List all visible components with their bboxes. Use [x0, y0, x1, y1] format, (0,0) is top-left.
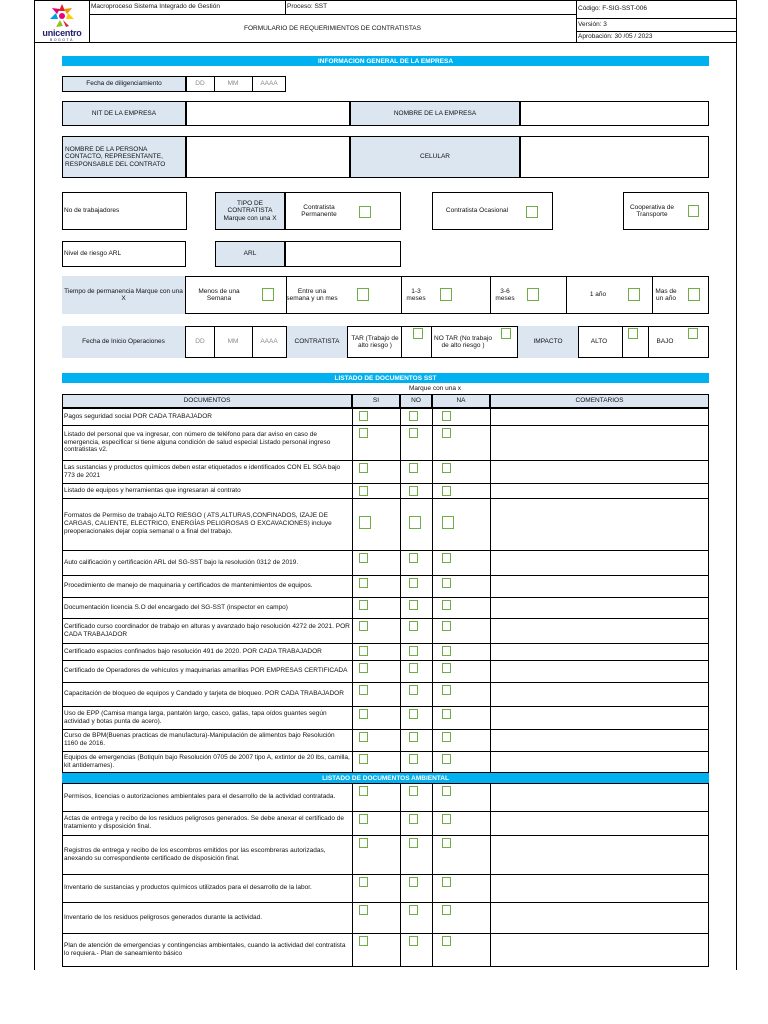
amb-no-checkbox[interactable]: [409, 786, 418, 796]
meses-3-6-checkbox[interactable]: [527, 288, 539, 301]
sst-si-checkbox[interactable]: [359, 685, 368, 695]
permanente-label: Contratista Permanente: [301, 203, 337, 218]
amb-na-checkbox[interactable]: [442, 786, 451, 796]
sst-na-checkbox[interactable]: [442, 516, 454, 529]
sst-si-checkbox[interactable]: [359, 709, 368, 719]
sst-si-checkbox[interactable]: [359, 663, 368, 673]
sst-si-checkbox[interactable]: [359, 516, 371, 529]
amb-document-text: Registros de entrega y recibo de los escombros emitidos por las escombreras autorizadas, anexando su correspondiente certificado de disposición final.: [64, 846, 326, 862]
sst-comment-cell[interactable]: [491, 707, 708, 729]
fecha-dd: DD: [195, 80, 205, 88]
sst-subtitle: Marque con una x: [408, 384, 462, 392]
sst-document-text: Certificado curso coordinador de trabajo en alturas y avanzado bajo resolución 4272 de 2021. POR CADA TRABAJADOR: [64, 622, 350, 638]
sst-no-checkbox[interactable]: [409, 578, 418, 588]
amb-si-checkbox[interactable]: [359, 838, 368, 848]
sst-no-checkbox[interactable]: [409, 486, 418, 496]
fecha-mm: MM: [227, 80, 239, 88]
contratista-label: CONTRATISTA: [286, 326, 348, 358]
meses-1-3-label: 1-3 meses: [406, 287, 426, 302]
macroprocess-label: Macroproceso Sistema Integrado de Gestión: [91, 3, 220, 11]
sst-no-checkbox[interactable]: [409, 754, 418, 764]
amb-document-text: Permisos, licencias o autorizaciones ambientales para el desarrollo de la actividad contratada.: [64, 793, 336, 801]
sst-document-text: Capacitación de bloqueo de equipos y Candado y tarjeta de bloqueo. POR CADA TRABAJADOR: [64, 690, 344, 698]
celular-input[interactable]: [520, 136, 709, 178]
sst-comment-cell[interactable]: [491, 576, 708, 597]
sst-document-text: Curso de BPM(Buenas practicas de manufactura)-Manipulación de alimentos bajo Resolución 1160 de 2016.: [64, 732, 335, 747]
un-ano-checkbox[interactable]: [628, 288, 640, 301]
amb-no-checkbox[interactable]: [409, 936, 418, 946]
mas-ano-label: Mas de un año: [655, 287, 677, 302]
un-ano-label: 1 año: [589, 291, 607, 299]
sst-comment-cell[interactable]: [491, 730, 708, 751]
ocasional-checkbox[interactable]: [526, 206, 538, 218]
sst-na-checkbox[interactable]: [442, 646, 451, 656]
col-comentarios: COMENTARIOS: [490, 394, 709, 408]
sst-comment-cell[interactable]: [491, 644, 708, 660]
sst-si-checkbox[interactable]: [359, 486, 368, 496]
fecha-aaaa: AAAA: [260, 80, 278, 88]
doc-code: Código: F-SIG-SST-006: [578, 5, 647, 13]
sst-si-checkbox[interactable]: [359, 732, 368, 742]
tar-checkbox[interactable]: [413, 328, 423, 339]
col-si: SI: [352, 394, 400, 408]
sst-comment-cell[interactable]: [491, 484, 708, 498]
sst-si-checkbox[interactable]: [359, 600, 368, 610]
sst-document-text: Auto calificación y certificación ARL del SG-SST bajo la resolución 0312 de 2019.: [64, 558, 299, 566]
sst-no-checkbox[interactable]: [409, 463, 418, 473]
section-sst-title: LISTADO DE DOCUMENTOS SST: [62, 373, 709, 383]
meses-3-6-label: 3-6 meses: [495, 287, 515, 302]
celular-label: CELULAR: [350, 136, 520, 178]
menos-semana-label: Menos de una Semana: [198, 287, 240, 302]
unicentro-logo: [36, 2, 88, 42]
amb-na-checkbox[interactable]: [442, 877, 451, 887]
sst-document-text: Pagos seguridad social POR CADA TRABAJADOR: [64, 412, 212, 420]
impacto-label: IMPACTO: [517, 326, 579, 358]
ocasional-label: Contratista Ocasional: [445, 207, 509, 215]
inicio-dd[interactable]: DD: [195, 338, 205, 346]
sst-no-checkbox[interactable]: [409, 411, 418, 421]
amb-comment-cell[interactable]: [491, 875, 708, 902]
cooperativa-label: Cooperativa de Transporte: [629, 203, 675, 218]
logo-mark-icon: [36, 2, 88, 30]
sst-comment-cell[interactable]: [491, 409, 708, 425]
sst-comment-cell[interactable]: [491, 619, 708, 643]
sst-document-text: Documentación licencia S.O del encargado del SG-SST (inspector en campo): [64, 603, 288, 611]
permanente-checkbox[interactable]: [359, 206, 371, 218]
sst-document-text: Certificado espacios confinados bajo resolución 491 de 2020. POR CADA TRABAJADOR: [64, 647, 322, 655]
amb-no-checkbox[interactable]: [409, 838, 418, 848]
amb-comment-cell[interactable]: [491, 784, 708, 811]
riesgo-label: Nivel de riesgo ARL: [64, 250, 122, 258]
sst-si-checkbox[interactable]: [359, 553, 368, 563]
trabajadores-label: No de trabajadores: [64, 207, 120, 215]
sst-document-text: Formatos de Permiso de trabajo ALTO RIESGO ( ATS,ALTURAS,CONFINADOS, IZAJE DE CARGAS, CALIENTE, ELECTRICO, ENERGÍAS PELIGROSAS O EXCAVACIONES) incluye preoperacionales dejar copia semanal o a final del trabajo.: [64, 512, 332, 535]
inicio-label: Fecha de Inicio Operaciones: [62, 326, 186, 358]
bajo-checkbox[interactable]: [688, 328, 698, 339]
mas-ano-checkbox[interactable]: [688, 288, 700, 301]
sst-document-text: Procedimiento de manejo de maquinaria y certificados de mantenimientos de equipos.: [64, 582, 313, 590]
logo-subtext: BOGOTÁ: [50, 38, 74, 42]
sst-na-checkbox[interactable]: [442, 709, 451, 719]
sst-na-checkbox[interactable]: [442, 463, 451, 473]
sst-no-checkbox[interactable]: [409, 428, 418, 438]
sst-comment-cell[interactable]: [491, 683, 708, 706]
nombre-empresa-label: NOMBRE DE LA EMPRESA: [350, 101, 520, 126]
permanencia-label: Tiempo de permanencia Marque con una X: [62, 276, 186, 314]
amb-document-text: Plan de atención de emergencias y contingencias ambientales, cuando la actividad del contratista lo requiera.- Plan de saneamiento básico: [64, 942, 346, 957]
sst-si-checkbox[interactable]: [359, 621, 368, 631]
sst-document-text: Listado del personal que va ingresar, con número de teléfono para dar aviso en caso de emergencia, especificar si tiene alguna condición de salud especial Listado personal ingreso contratistas v2.: [64, 430, 331, 454]
sst-comment-cell[interactable]: [491, 499, 708, 550]
sst-na-checkbox[interactable]: [442, 600, 451, 610]
amb-na-checkbox[interactable]: [442, 838, 451, 848]
amb-si-checkbox[interactable]: [359, 877, 368, 887]
amb-no-checkbox[interactable]: [409, 877, 418, 887]
contacto-input[interactable]: [186, 136, 350, 178]
amb-na-checkbox[interactable]: [442, 814, 451, 824]
menos-semana-checkbox[interactable]: [262, 288, 274, 301]
tar-label: TAR (Trabajo de alto riesgo ): [351, 334, 399, 349]
amb-document-text: Actas de entrega y recibo de los residuos peligrosos generados. Se debe anexar el certificado de tratamiento y disposición final.: [64, 815, 345, 830]
sst-document-text: Listado de equipos y herramientas que ingresaran al contrato: [64, 486, 241, 494]
sst-comment-cell[interactable]: [491, 461, 708, 483]
sst-no-checkbox[interactable]: [409, 732, 418, 742]
section-amb-title: LISTADO DE DOCUMENTOS AMBIENTAL: [62, 773, 709, 783]
amb-si-checkbox[interactable]: [359, 905, 368, 915]
amb-si-checkbox[interactable]: [359, 814, 368, 824]
doc-approval: Aprobación: 30 /05 / 2023: [578, 33, 653, 41]
sst-comment-cell[interactable]: [491, 752, 708, 773]
sst-na-checkbox[interactable]: [442, 578, 451, 588]
arl-input[interactable]: [285, 241, 401, 267]
sst-na-checkbox[interactable]: [442, 685, 451, 695]
tipo-label: TIPO DE CONTRATISTA Marque con una X: [215, 192, 285, 230]
col-documentos: DOCUMENTOS: [62, 394, 352, 408]
alto-label: ALTO: [590, 338, 608, 346]
inicio-aaaa[interactable]: AAAA: [260, 338, 278, 346]
sst-no-checkbox[interactable]: [409, 646, 418, 656]
amb-comment-cell[interactable]: [491, 934, 708, 967]
sst-na-checkbox[interactable]: [442, 411, 451, 421]
form-title: FORMULARIO DE REQUERIMIENTOS DE CONTRATISTAS: [244, 24, 421, 32]
sst-na-checkbox[interactable]: [442, 621, 451, 631]
fecha-label: Fecha de diligenciamiento: [62, 76, 186, 92]
sst-no-checkbox[interactable]: [409, 663, 418, 673]
amb-document-text: Inventario de los residuos peligrosos generados durante la actividad.: [64, 913, 263, 921]
amb-comment-cell[interactable]: [491, 903, 708, 933]
amb-si-checkbox[interactable]: [359, 936, 368, 946]
sst-na-checkbox[interactable]: [442, 486, 451, 496]
sst-document-text: Equipos de emergencias (Botiquín bajo Resolución 0705 de 2007 tipo A, extintor de 20 lbs, camilla, kit antiderrames).: [64, 754, 350, 769]
no-tar-checkbox[interactable]: [501, 328, 511, 339]
sst-si-checkbox[interactable]: [359, 463, 368, 473]
sst-no-checkbox[interactable]: [409, 709, 418, 719]
bajo-label: BAJO: [656, 338, 674, 346]
sst-si-checkbox[interactable]: [359, 578, 368, 588]
doc-version: Versión: 3: [578, 20, 607, 28]
sst-na-checkbox[interactable]: [442, 663, 451, 673]
amb-comment-cell[interactable]: [491, 812, 708, 835]
no-tar-label: NO TAR (No trabajo de alto riesgo ): [434, 334, 492, 349]
amb-no-checkbox[interactable]: [409, 905, 418, 915]
amb-si-checkbox[interactable]: [359, 786, 368, 796]
amb-na-checkbox[interactable]: [442, 936, 451, 946]
inicio-mm[interactable]: MM: [227, 338, 239, 346]
sst-na-checkbox[interactable]: [442, 428, 451, 438]
nit-input[interactable]: [186, 101, 350, 126]
sst-na-checkbox[interactable]: [442, 754, 451, 764]
sst-si-checkbox[interactable]: [359, 646, 368, 656]
meses-1-3-checkbox[interactable]: [440, 288, 452, 301]
amb-no-checkbox[interactable]: [409, 814, 418, 824]
col-na: NA: [432, 394, 490, 408]
sst-no-checkbox[interactable]: [409, 621, 418, 631]
sst-si-checkbox[interactable]: [359, 428, 368, 438]
sst-na-checkbox[interactable]: [442, 732, 451, 742]
sst-si-checkbox[interactable]: [359, 411, 368, 421]
sst-no-checkbox[interactable]: [409, 685, 418, 695]
sst-document-text: Uso de EPP (Camisa manga larga, pantalón largo, casco, gafas, tapa oídos guantes según actividad y botas punta de acero).: [64, 709, 327, 725]
contacto-label: NOMBRE DE LA PERSONA CONTACTO, REPRESENTANTE, RESPONSABLE DEL CONTRATO: [62, 136, 186, 178]
sst-si-checkbox[interactable]: [359, 754, 368, 764]
nombre-empresa-input[interactable]: [520, 101, 709, 126]
sst-document-text: Certificado de Operadores de vehículos y maquinarias amarillas POR EMPRESAS CERTIFICADA: [64, 667, 348, 675]
amb-document-text: Inventario de sustancias y productos químicos utilizados para el desarrollo de la labor.: [64, 884, 312, 892]
sst-no-checkbox[interactable]: [409, 516, 421, 529]
section-general-title: INFORMACION GENERAL DE LA EMPRESA: [62, 56, 709, 66]
logo-text: unicentro: [42, 28, 82, 38]
sst-comment-cell[interactable]: [491, 661, 708, 682]
sst-comment-cell[interactable]: [491, 598, 708, 618]
nit-label: NIT DE LA EMPRESA: [62, 101, 186, 126]
arl-label: ARL: [215, 241, 285, 267]
amb-na-checkbox[interactable]: [442, 905, 451, 915]
amb-comment-cell[interactable]: [491, 836, 708, 874]
sst-comment-cell[interactable]: [491, 426, 708, 460]
sst-document-text: Las sustancias y productos químicos deben estar etiquetados e identificados CON EL SGA bajo 773 de 2021: [64, 463, 341, 479]
process-label: Proceso: SST: [287, 3, 328, 11]
semana-mes-label: Entre una semana y un mes: [286, 287, 338, 302]
sst-na-checkbox[interactable]: [442, 553, 451, 563]
sst-comment-cell[interactable]: [491, 551, 708, 575]
alto-checkbox[interactable]: [628, 328, 638, 339]
cooperativa-checkbox[interactable]: [688, 205, 699, 217]
sst-no-checkbox[interactable]: [409, 600, 418, 610]
semana-mes-checkbox[interactable]: [357, 288, 369, 301]
col-no: NO: [400, 394, 432, 408]
sst-no-checkbox[interactable]: [409, 553, 418, 563]
